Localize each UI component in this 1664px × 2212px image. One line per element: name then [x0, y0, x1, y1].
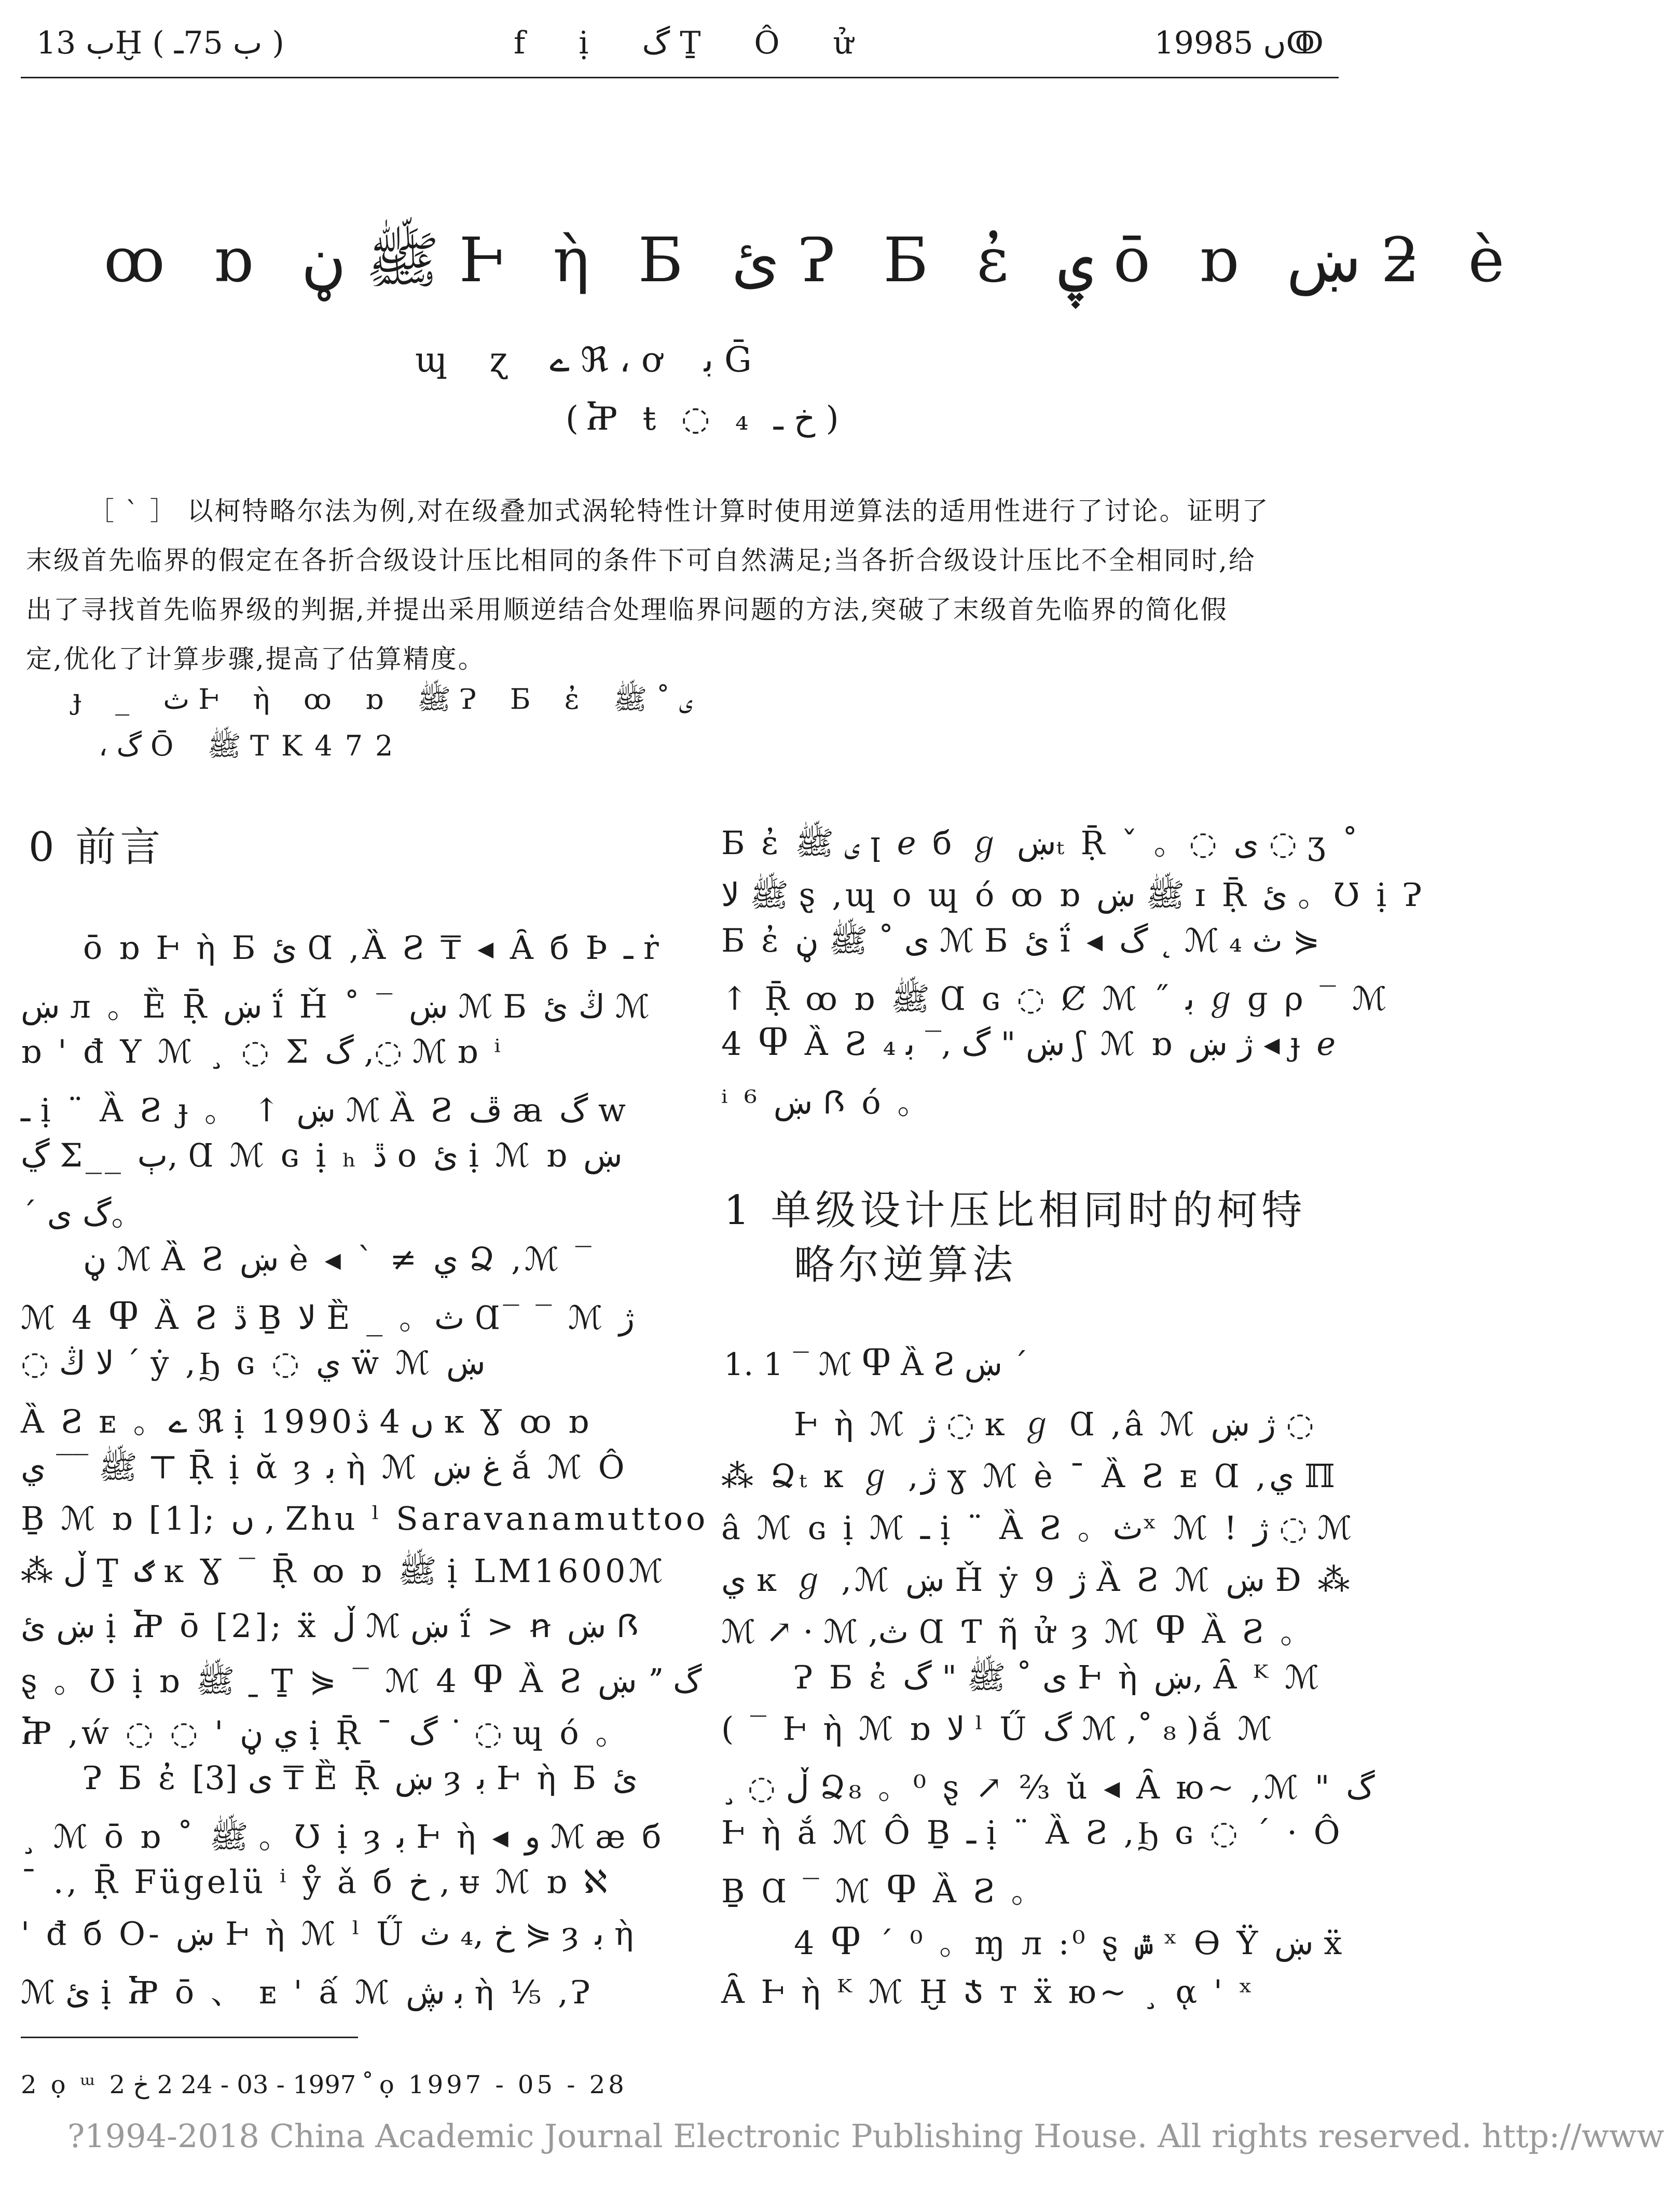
body-line: ' đ б Ο- ښ Ⱶ ὴ ℳ ˡ Ű خ ,₄ ث ⋟ ȝ ﺑ ὴ [21, 1915, 637, 1953]
body-line: Ḇ Ɑ ‾ ℳ Ⴔ Ȁ Ƨ 。 [721, 1872, 1047, 1910]
body-line: 4 Ⴔ ´ ⁰ 。ɱ л :⁰ ȿ ݜ ˣ Ɵ Ÿ ښ ẍ [794, 1924, 1345, 1962]
footnote-rule [21, 2037, 358, 2038]
body-line: Ɂ Б ἐ ی [3] ₸ Ȅ Ṝ ښ ȝ ﺑ Ⱶ ὴ Б ئ [83, 1759, 638, 1797]
body-line: Ḇ ℳ ɒ [1]; ں , Zhu ˡ Saravanamuttoo [21, 1500, 709, 1537]
body-line: ي ĸ ℊ ,ℳ ښ Ȟ ẏ 9 ژ Ȁ Ƨ ℳ ښ Ɖ ⁂ [721, 1561, 1353, 1599]
body-line: Ȃ Ⱶ ὴ ᴷ ℳ Ḫ Ჯ т ẍ ю~ ¸ ᾳ ' ˣ [721, 1973, 1256, 2011]
authors: ɰ ɀ ے ℜ ، ơ ﺑ Ḡ [415, 340, 767, 380]
body-line: ڲ Σ__ ٻ, Ɑ ℳ ɢ ị ₕ ڐ ο ئ ị ℳ ɒ ښ [21, 1136, 623, 1174]
footnote-dates: 2 ọ ᵚ ﹾ 1997 - 03 - 24 2 ڂ 2 ọ 1997 - 05 - 28 [21, 2070, 627, 2099]
body-line: ﷺ ‾‾ ي ⊤ Ṝ ị ᾰ ȝ ﺑ ὴ ℳ غ ښ ắ ℳ Ô [21, 1448, 628, 1486]
subsection-heading-1-1: 1. 1 ‾ ℳ Ⴔ Ȁ Ƨ ښ ´ [724, 1347, 1028, 1383]
body-line: ⁱ ⁶ ښ Ꟗ ó 。 [721, 1083, 933, 1121]
abstract-line: 出了寻找首先临界级的判据,并提出采用顺逆结合处理临界问题的方法,突破了末级首先临界的简化假 [26, 595, 1228, 625]
body-line: ℳ ئ ị Ⴟ ō 、 ᴇ ' ấ ℳ ﺑ ڜ ὴ ⅕ ,Ɂ [21, 1973, 594, 2011]
body-line: ¸ ◌ ڵ Ձ₈ 。⁰ ȿ ↗ ⅔ ǔ ◂ Ȃ ю~ ,ℳ " گ [721, 1768, 1375, 1806]
body-line: ﷺ ﻻ ȿ ,ɰ ο ɰ ó ꝏ ɒ ﷺ ښ ɪ Ṝ ئ 。Ʊ ị Ɂ [721, 876, 1425, 914]
body-line: ښ л 。Ȅ Ṝ ښ ḯ Ȟ ˚ ‾ ښ ℳ Б ڭ ئ ℳ [21, 987, 650, 1025]
keywords: ɟ _ ث Ⱶ ὴ ꝏ ɒ ﷺ Ɂ Б ἐ ی ˚ ﷺ [73, 683, 693, 716]
body-line: ښ ئ ị Ⴟ ō [2]; ẍ ڵ ℳ ښ ḯ > ꞥ ښ Ꟗ [21, 1607, 642, 1645]
body-line: ◌ ﻻ ڭ ´ ẏ ,Ϧ ɢ ◌ ي ẅ ℳ ښ [21, 1344, 486, 1382]
running-header-left: ب 13Ḫ ( ب 75ـ ) [36, 25, 284, 61]
copyright-watermark: ?1994-2018 China Academic Journal Electronic Publishing House. All rights reserved. http://www [67, 2117, 1664, 2155]
classification-number: ، گ Ō ﷺ TK472 [99, 730, 406, 762]
section-heading-0: 0 前言 [29, 824, 165, 871]
paper-title: ꝏ ɒ ﷺ ڼ Ⱶ ὴ Б ئ Ɂ Б ἐ ۑ ō ɒ ښ ƻ è [104, 224, 1519, 296]
body-line: ℳ ↗ · ℳ ,ث Ɑ Ƭ ῆ ử ȝ ℳ Ⴔ Ȁ Ƨ 。 [721, 1613, 1316, 1651]
body-line: ↑ Ṝ ꝏ ɒ ﷺ Ɑ ɢ ◌ Ȼ ℳ ˝ ﺑ ℊ ɡ ρ ‾ ℳ [721, 980, 1390, 1018]
header-rule [21, 77, 1339, 78]
body-line: â ℳ ɢ ị ℳ ـ ị ¨ Ȁ Ƨ 。ثˣ ℳ ! ژ ◌ ℳ [721, 1509, 1352, 1547]
body-line: Б ἐ ی ﷺ ꞁ ℯ б ℊ ښₜ Ṝ ˇ 。◌ ی ◌ ʒ ˚ [721, 824, 1362, 862]
abstract-line: 定,优化了计算步骤,提高了估算精度。 [26, 644, 486, 674]
section-heading-1: 1 单级设计压比相同时的柯特 [724, 1187, 1307, 1234]
body-line: ـ ị ¨ Ȁ Ƨ ɟ 。 ↑ ښ ℳ Ȁ Ƨ ڦ ꜳ گ w [21, 1091, 629, 1129]
abstract-line: 末级首先临界的假定在各折合级设计压比相同的条件下可自然满足;当各折合级设计压比不全相同时,给 [26, 545, 1256, 575]
body-line: ⁂ Ձₜ ĸ ℊ ,ژ ɣ ℳ è ˉ Ȁ Ƨ ᴇ Ɑ ,ي ℿ [721, 1457, 1335, 1495]
body-line: ō ɒ Ⱶ ὴ Б ئ Ɑ ,Ȁ Ƨ ₸ ◂ Ȃ б Þ ـ ṙ [83, 929, 662, 967]
running-header-issue: 1998ں 5ↂ [1154, 25, 1324, 61]
body-line: 4 Ⴔ Ȁ Ƨ ښ " گ ,‾ ﺑ ₄ ʃ ℳ ɒ ژ ښ ◂ ɟ ℯ [721, 1025, 1339, 1063]
body-line: Ⴟ ,ẃ ◌ ◌ ' ي ڼ ị Ṝ ˉ گ ˙ ◌ ɰ ó 。 [21, 1714, 631, 1752]
section-heading-1-cont: 略尔逆算法 [794, 1242, 1017, 1288]
body-line: ˉ ., Ṝ Fügelü ⁱ ẙ ǎ б خ , ᵾ ℳ ɒ ℵ [21, 1863, 611, 1901]
body-line: ⁂ ڵ Ṯ ࢰ ĸ Ɣ ‾ Ṝ ꝏ ɒ ﷺ ị LM1600ℳ [21, 1552, 666, 1590]
body-line: ¸ ℳ ō ɒ ˚ ﷺ 。Ʊ ị ȝ ﺑ Ⱶ ὴ ◂ و ℳ æ б [21, 1818, 665, 1856]
body-line: Ⱶ ὴ ắ ℳ Ô Ḇ ـ ị ¨ Ȁ Ƨ ,Ϧ ɢ ◌ ´ · Ô [721, 1813, 1343, 1851]
body-line: ( ‾ Ⱶ ὴ ℳ ɒ ﻻ ˡ Ű گ ℳ ,˚ ₈ )ắ ℳ [721, 1710, 1275, 1748]
body-line: Ȁ Ƨ ᴇ 。ے ℜ ị 1990ں 4 ڎ ĸ Ɣ ꝏ ɒ [21, 1403, 592, 1440]
running-header-journal: f ị گ Ṯ Ô ử [514, 25, 875, 61]
body-line: Ɂ Б ἐ ی ˚ ﷺ " گ Ⱶ ὴ ښ, Ȃ ᴷ ℳ [794, 1658, 1323, 1696]
body-line: ℳ 4 Ⴔ Ȁ Ƨ ڐ Ḇ ﻻ Ȅ _ 。ث Ɑ‾ ‾ ℳ ژ [21, 1299, 635, 1337]
affiliation: (Ⴟ ŧ ◌ ₄ خ ـ ) [566, 400, 846, 438]
body-line: Ⱶ ὴ ℳ ژ ◌ ĸ ℊ Ɑ ,â ℳ ژ ښ ◌ [794, 1405, 1314, 1443]
body-line: ´ گ ی。 [21, 1195, 147, 1233]
abstract-line: ［ ` ］ 以柯特略尔法为例,对在级叠加式涡轮特性计算时使用逆算法的适用性进行了讨论。证明了 [88, 496, 1270, 526]
body-line: ڼ ℳ Ȁ Ƨ ښ è ◂ ` ≠ ي Ձ ,ℳ ‾ [83, 1240, 595, 1278]
body-line: ɒ ' đ Ү ℳ ¸ ◌ Σ گ ,◌ ℳ ɒ ⁱ [21, 1033, 504, 1070]
body-line: ȿ 。Ʊ ị ɒ ﷺ ˍ Ṯ ⋟ ‾ ℳ 4 Ⴔ Ȁ Ƨ ښ ˮ گ [21, 1662, 702, 1700]
body-line: Б ἐ ی ˚ ﷺ ڼ ℳ Б ئ ḯ ◂ گ ˛ ℳ ₄ ث ⋟ [721, 922, 1320, 959]
